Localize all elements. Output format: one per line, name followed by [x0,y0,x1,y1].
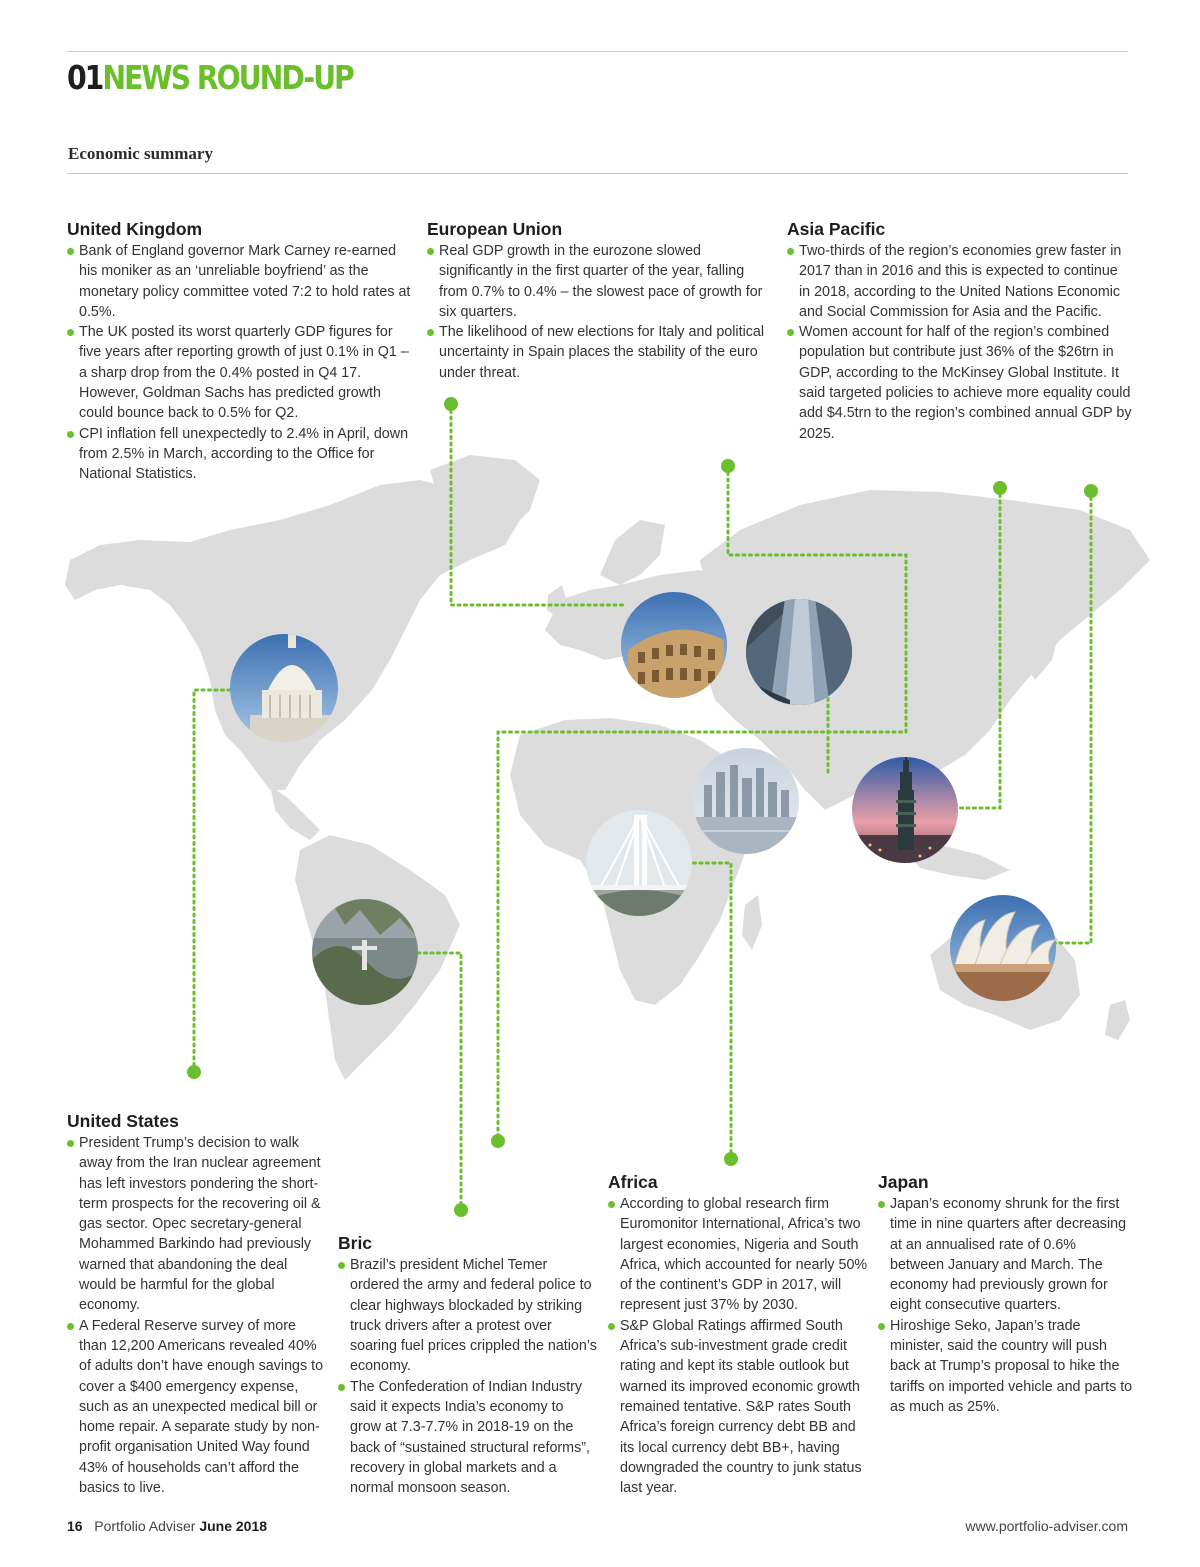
section-heading: United States [67,1111,179,1131]
list-item: President Trump’s decision to walk away from the Iran nuclear agreement has left investors pondering the short-term prospects for the recovering oil & gas sector. Opec secretary-general Mohammed Barkindo had previously warned that abandoning the deal would be harmful for the global economy. [67,1133,327,1316]
footer-left [67,1516,267,1536]
list-item: A Federal Reserve survey of more than 12,200 Americans revealed 40% of adults don’t have enough savings to cover a $400 emergency expense, such as an unexpected medical bill or home repair. A separate study by non-profit organisation United Way found 43% of households can’t afford the basics to live. [67,1316,327,1499]
list-item: Hiroshige Seko, Japan’s trade minister, said the country will push back at Trump’s proposal to hike the tariffs on imported vehicle and parts to as much as 25%. [878,1316,1133,1417]
bullet-list [787,241,1132,444]
bullet-dot-icon [67,329,74,336]
bullet-list [427,241,772,383]
bullet-list [878,1194,1133,1417]
bullet-list [67,1133,327,1498]
bullet-dot-icon [338,1262,345,1269]
bullet-list [67,241,412,485]
page-number: 16 [67,1518,83,1534]
bullet-dot-icon [787,248,794,255]
section-asia-pacific [787,218,1132,444]
list-item: Bank of England governor Mark Carney re-earned his moniker as an ‘unreliable boyfriend’ as the monetary policy committee voted 7:2 to hold rates at 0.5%. [67,241,412,322]
bullet-dot-icon [787,329,794,336]
section-uk [67,218,412,485]
list-item: The UK posted its worst quarterly GDP figures for five years after reporting growth of just 0.1% in Q1 – a sharp drop from the 0.4% posted in Q4 17. However, Goldman Sachs has predicted growth could bounce back to 0.5% for Q2. [67,322,412,423]
list-item: Japan’s economy shrunk for the first time in nine quarters after decreasing at an annualised rate of 0.6% between January and March. The economy had previously grown for eight consecutive quarters. [878,1194,1133,1316]
section-japan [878,1171,1133,1417]
list-item: Real GDP growth in the eurozone slowed significantly in the first quarter of the year, falling from 0.7% to 0.4% – the slowest pace of growth for six quarters. [427,241,772,322]
issue-date: June 2018 [199,1518,268,1534]
list-item: Brazil’s president Michel Temer ordered the army and federal police to clear highways blockaded by striking truck drivers after a protest over soaring fuel prices crippled the nation’s economy. [338,1255,598,1377]
section-heading: Japan [878,1172,929,1192]
section-heading: United Kingdom [67,219,203,239]
list-item: According to global research firm Euromonitor International, Africa’s two largest economies, Nigeria and South Africa, which accounted for nearly 50% of the continent’s GDP in 2017, will represent just 37% by 2030. [608,1194,868,1316]
publication-name: Portfolio Adviser [94,1518,196,1534]
bullet-dot-icon [427,329,434,336]
bullet-list [338,1255,598,1499]
list-item: Two-thirds of the region’s economies grew faster in 2017 than in 2016 and this is expected to continue in 2018, according to the United Nations Economic and Social Commission for Asia and the Pacific. [787,241,1132,322]
bullet-dot-icon [67,248,74,255]
bullet-dot-icon [608,1201,615,1208]
footer-website: www.portfolio-adviser.com [965,1518,1128,1534]
section-heading: European Union [427,219,563,239]
section-heading: Asia Pacific [787,219,886,239]
list-item: The likelihood of new elections for Italy and political uncertainty in Spain places the stability of the euro under threat. [427,322,772,383]
list-item: CPI inflation fell unexpectedly to 2.4% in April, down from 2.5% in March, according to the Office for National Statistics. [67,424,412,485]
list-item: Women account for half of the region’s combined population but contribute just 36% of the $26trn in GDP, according to the McKinsey Global Institute. It said targeted policies to achieve more equality could add $4.5trn to the region’s combined annual GDP by 2025. [787,322,1132,444]
section-eu [427,218,772,383]
bullet-dot-icon [67,1323,74,1330]
bullet-dot-icon [878,1201,885,1208]
bullet-dot-icon [608,1323,615,1330]
section-title: NEWS ROUND-UP [102,58,353,97]
subtitle-rule [67,173,1128,174]
section-heading: Bric [338,1233,373,1253]
bullet-dot-icon [427,248,434,255]
top-rule [67,51,1128,52]
section-africa [608,1171,868,1498]
bullet-dot-icon [67,1140,74,1147]
section-number: 01 [67,58,103,97]
list-item: The Confederation of Indian Industry said it expects India’s economy to grow at 7.3-7.7% in 2018-19 on the back of “sustained structural reforms”, recovery in global markets and a normal monsoon season. [338,1377,598,1499]
section-bric [338,1232,598,1499]
bullet-dot-icon [878,1323,885,1330]
section-us [67,1110,327,1498]
page-subtitle: Economic summary [68,144,213,163]
bullet-list [608,1194,868,1498]
list-item: S&P Global Ratings affirmed South Africa’s sub-investment grade credit rating and kept its stable outlook but warned its improved economic growth remained tentative. S&P rates South Africa’s foreign currency debt BB and its local currency debt BB+, having downgraded the country to junk status last year. [608,1316,868,1499]
bullet-dot-icon [67,431,74,438]
page-title [67,58,353,98]
section-heading: Africa [608,1172,658,1192]
bullet-dot-icon [338,1384,345,1391]
